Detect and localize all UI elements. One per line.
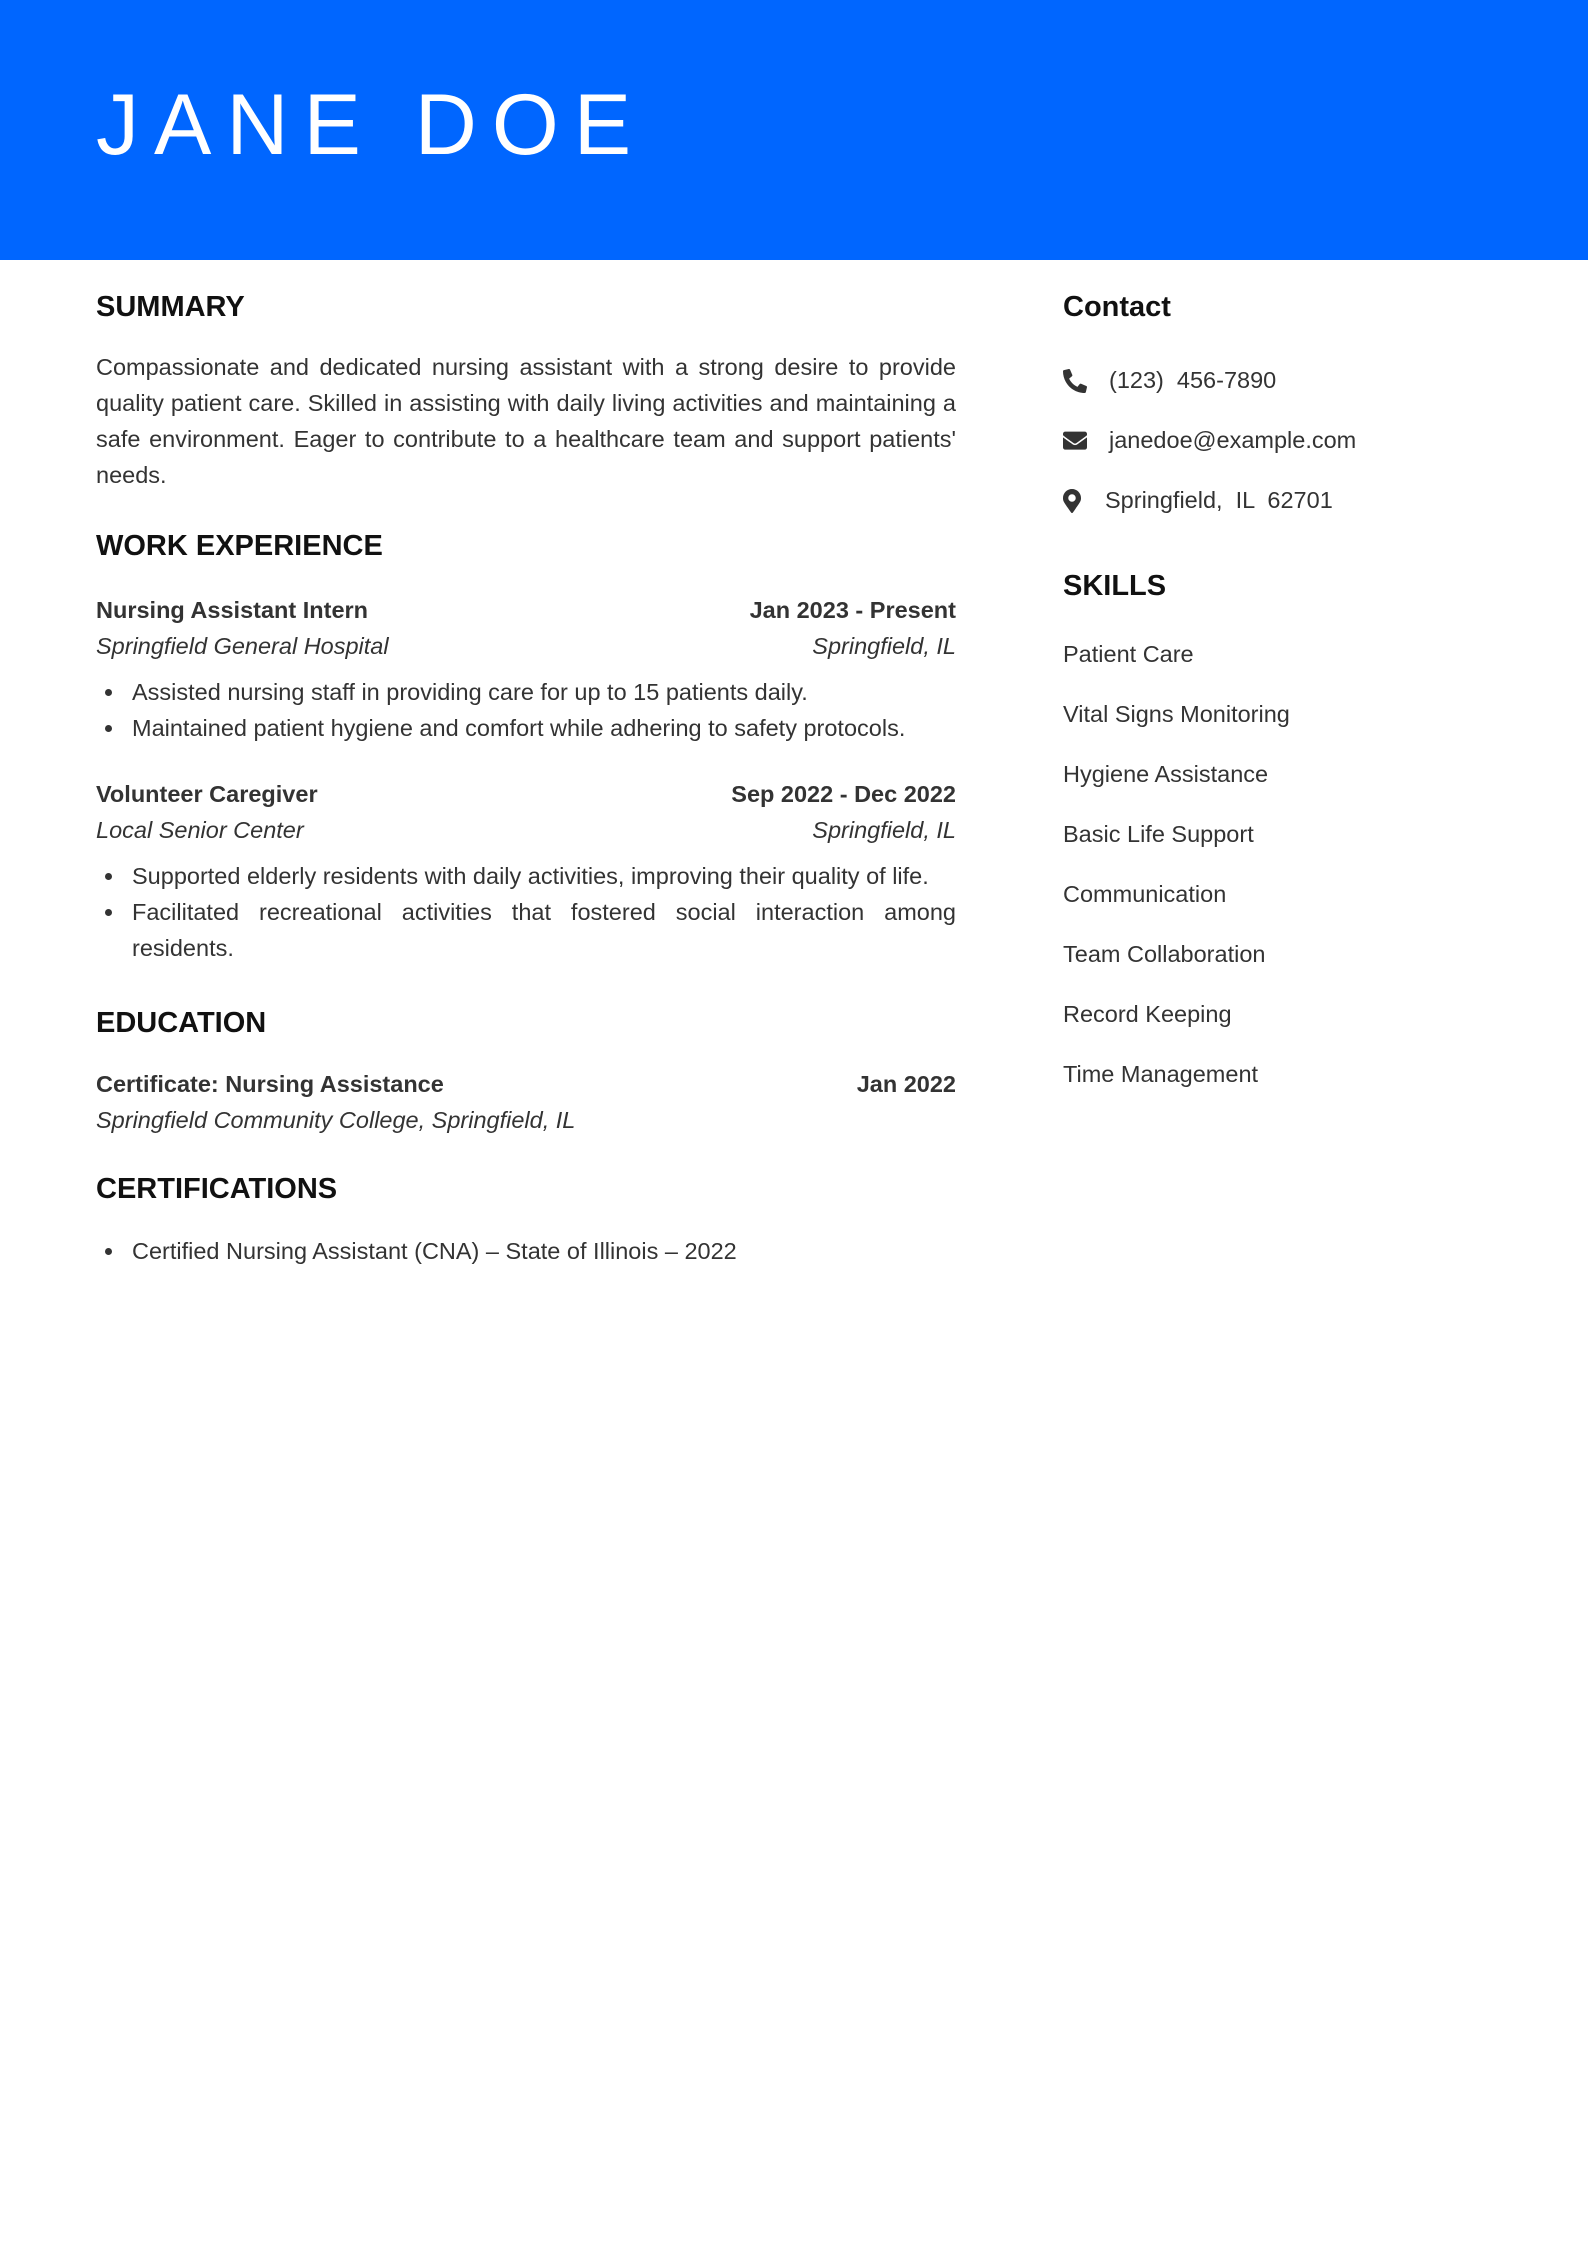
- job-dates: Jan 2023 - Present: [749, 596, 956, 623]
- map-marker-icon: [1063, 489, 1083, 513]
- job-location: Springfield, IL: [812, 632, 956, 659]
- contact-email: [1063, 423, 1523, 459]
- bullet-item: Assisted nursing staff in providing care for up to 15 patients daily.: [96, 674, 956, 710]
- bullet-item: Supported elderly residents with daily activities, improving their quality of life.: [96, 858, 956, 894]
- skill-item: Record Keeping: [1063, 1000, 1232, 1027]
- education-heading: EDUCATION: [96, 1006, 267, 1039]
- bullet-dot: [105, 689, 112, 696]
- certifications-list: [96, 1233, 956, 1269]
- education-date: Jan 2022: [856, 1071, 956, 1098]
- bullet-dot: [105, 725, 112, 732]
- skill-item: Patient Care: [1063, 640, 1194, 667]
- job-bullets: [96, 674, 956, 746]
- bullet-item: Facilitated recreational activities that fostered social interaction among residents.: [96, 894, 956, 966]
- bullet-dot: [105, 909, 112, 916]
- work-experience-heading: WORK EXPERIENCE: [96, 529, 383, 562]
- location-text: Springfield, IL 62701: [1105, 487, 1333, 514]
- job-role: Nursing Assistant Intern: [96, 596, 369, 623]
- contact-phone: [1063, 363, 1523, 399]
- phone-icon: [1063, 369, 1087, 393]
- main-column: [96, 290, 956, 1269]
- job-entry: [96, 592, 956, 746]
- job-role: Volunteer Caregiver: [96, 780, 318, 807]
- applicant-name: JANE DOE: [96, 77, 647, 173]
- education-degree: Certificate: Nursing Assistance: [96, 1071, 444, 1098]
- skill-item: Basic Life Support: [1063, 820, 1254, 847]
- skills-heading: SKILLS: [1063, 569, 1167, 602]
- summary-heading: SUMMARY: [96, 291, 245, 323]
- bullet-dot: [105, 1248, 112, 1255]
- phone-number[interactable]: (123) 456-7890: [1109, 367, 1277, 394]
- job-employer: Springfield General Hospital: [96, 632, 389, 659]
- sidebar-column: [1063, 290, 1523, 1116]
- job-location: Springfield, IL: [812, 816, 956, 843]
- skill-item: Vital Signs Monitoring: [1063, 700, 1290, 727]
- bullet-item: Maintained patient hygiene and comfort while adhering to safety protocols.: [96, 710, 956, 746]
- contact-location: [1063, 483, 1523, 519]
- summary-text: Compassionate and dedicated nursing assistant with a strong desire to provide quality patient care. Skilled in assisting with daily living activities and maintaining a safe environment. Eager to contribute to a healthcare team and support patients' needs.: [96, 353, 956, 488]
- bullet-dot: [105, 873, 112, 880]
- certification-item: Certified Nursing Assistant (CNA) – State of Illinois – 2022: [96, 1233, 956, 1269]
- skill-item: Team Collaboration: [1063, 940, 1266, 967]
- certifications-heading: CERTIFICATIONS: [96, 1173, 338, 1206]
- education-school: Springfield Community College, Springfield, IL: [96, 1107, 576, 1134]
- header-banner: [0, 0, 1588, 260]
- envelope-icon: [1063, 429, 1087, 453]
- job-entry: [96, 776, 956, 966]
- job-bullets: [96, 858, 956, 966]
- job-dates: Sep 2022 - Dec 2022: [731, 780, 956, 807]
- skill-item: Hygiene Assistance: [1063, 760, 1269, 787]
- skill-item: Time Management: [1063, 1060, 1259, 1087]
- job-employer: Local Senior Center: [96, 816, 304, 843]
- skill-item: Communication: [1063, 880, 1227, 907]
- contact-heading: Contact: [1063, 291, 1171, 323]
- email-address[interactable]: janedoe@example.com: [1109, 427, 1357, 454]
